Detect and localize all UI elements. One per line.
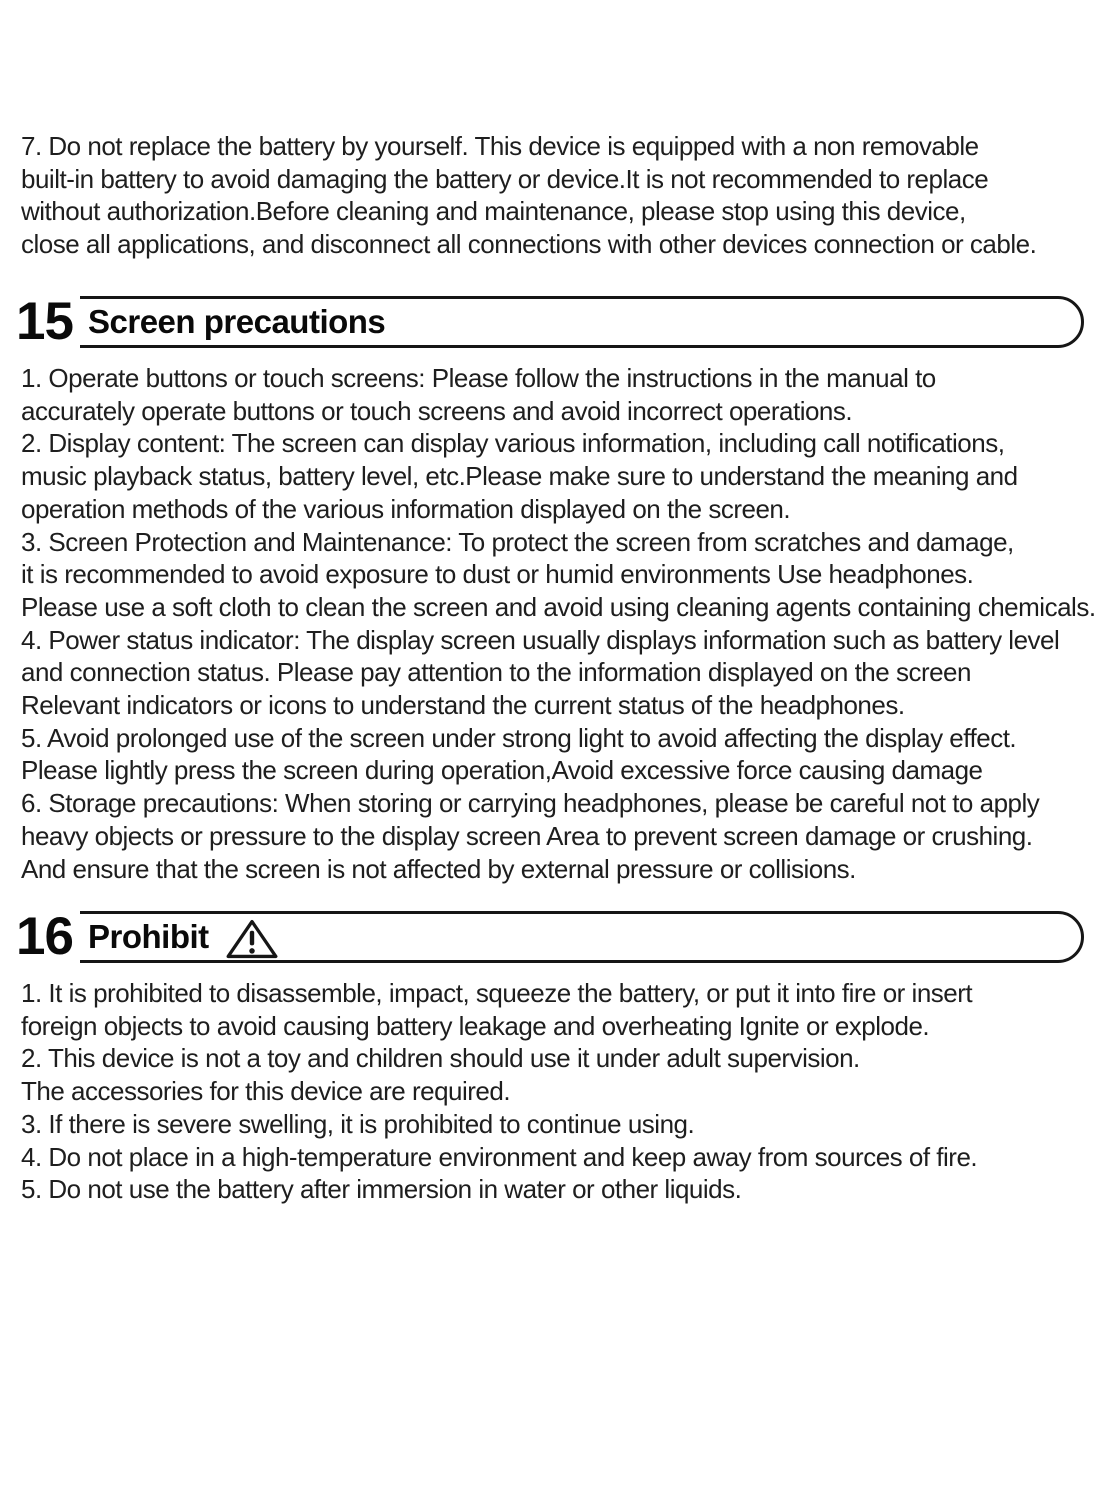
text-line: Relevant indicators or icons to understand the current status of the headphones. [21, 690, 905, 721]
section-16-title: Prohibit [88, 918, 209, 955]
text-line: The accessories for this device are required. [21, 1076, 511, 1107]
section-15-number: 15 [16, 288, 80, 354]
section-16-header [71, 911, 1084, 963]
text-line: 2. This device is not a toy and children should use it under adult supervision. [21, 1043, 860, 1074]
text-line: foreign objects to avoid causing battery leakage and overheating Ignite or explode. [21, 1010, 930, 1041]
section-15-title: Screen precautions [88, 303, 386, 340]
text-line: And ensure that the screen is not affected by external pressure or collisions. [21, 853, 856, 884]
section-16-title-row [74, 915, 281, 959]
text-line: 1. It is prohibited to disassemble, impact, squeeze the battery, or put it into fire or insert [21, 978, 973, 1008]
text-line: 3. If there is severe swelling, it is prohibited to continue using. [21, 1108, 695, 1139]
text-line: 4. Power status indicator: The display screen usually displays information such as battery level [21, 624, 1060, 655]
text-line: 5. Do not use the battery after immersion in water or other liquids. [21, 1174, 742, 1205]
text-line: 3. Screen Protection and Maintenance: To protect the screen from scratches and damage, [21, 526, 1014, 557]
section-15-body [21, 362, 1096, 885]
text-line: accurately operate buttons or touch screens and avoid incorrect operations. [21, 395, 853, 426]
text-line: close all applications, and disconnect all connections with other devices connection or cable. [21, 229, 1037, 260]
intro-paragraph [21, 130, 1081, 261]
text-line: built-in battery to avoid damaging the battery or device.It is not recommended to replace [21, 163, 989, 194]
text-line: 2. Display content: The screen can display various information, including call notifications, [21, 428, 1005, 459]
text-line: 4. Do not place in a high-temperature environment and keep away from sources of fire. [21, 1141, 978, 1172]
text-line: it is recommended to avoid exposure to dust or humid environments Use headphones. [21, 559, 974, 590]
section-15-header [71, 296, 1084, 348]
text-line: 5. Avoid prolonged use of the screen under strong light to avoid affecting the display effect. [21, 722, 1017, 753]
text-line: music playback status, battery level, etc.Please make sure to understand the meaning and [21, 461, 1018, 492]
text-line: 7. Do not replace the battery by yourself. This device is equipped with a non removable [21, 131, 979, 161]
text-line: Please lightly press the screen during operation,Avoid excessive force causing damage [21, 755, 983, 786]
text-line: operation methods of the various information displayed on the screen. [21, 493, 791, 524]
text-line: 6. Storage precautions: When storing or carrying headphones, please be careful not to apply [21, 788, 1040, 819]
text-line: heavy objects or pressure to the display screen Area to prevent screen damage or crushing. [21, 820, 1033, 851]
section-16-body [21, 977, 1081, 1206]
text-line: Please use a soft cloth to clean the screen and avoid using cleaning agents containing chemicals. [21, 591, 1096, 622]
section-16-number: 16 [16, 903, 80, 969]
text-line: without authorization.Before cleaning and maintenance, please stop using this device, [21, 196, 966, 227]
text-line: 1. Operate buttons or touch screens: Please follow the instructions in the manual to [21, 363, 936, 393]
text-line: and connection status. Please pay attention to the information displayed on the screen [21, 657, 971, 688]
warning-triangle-icon [223, 917, 281, 961]
